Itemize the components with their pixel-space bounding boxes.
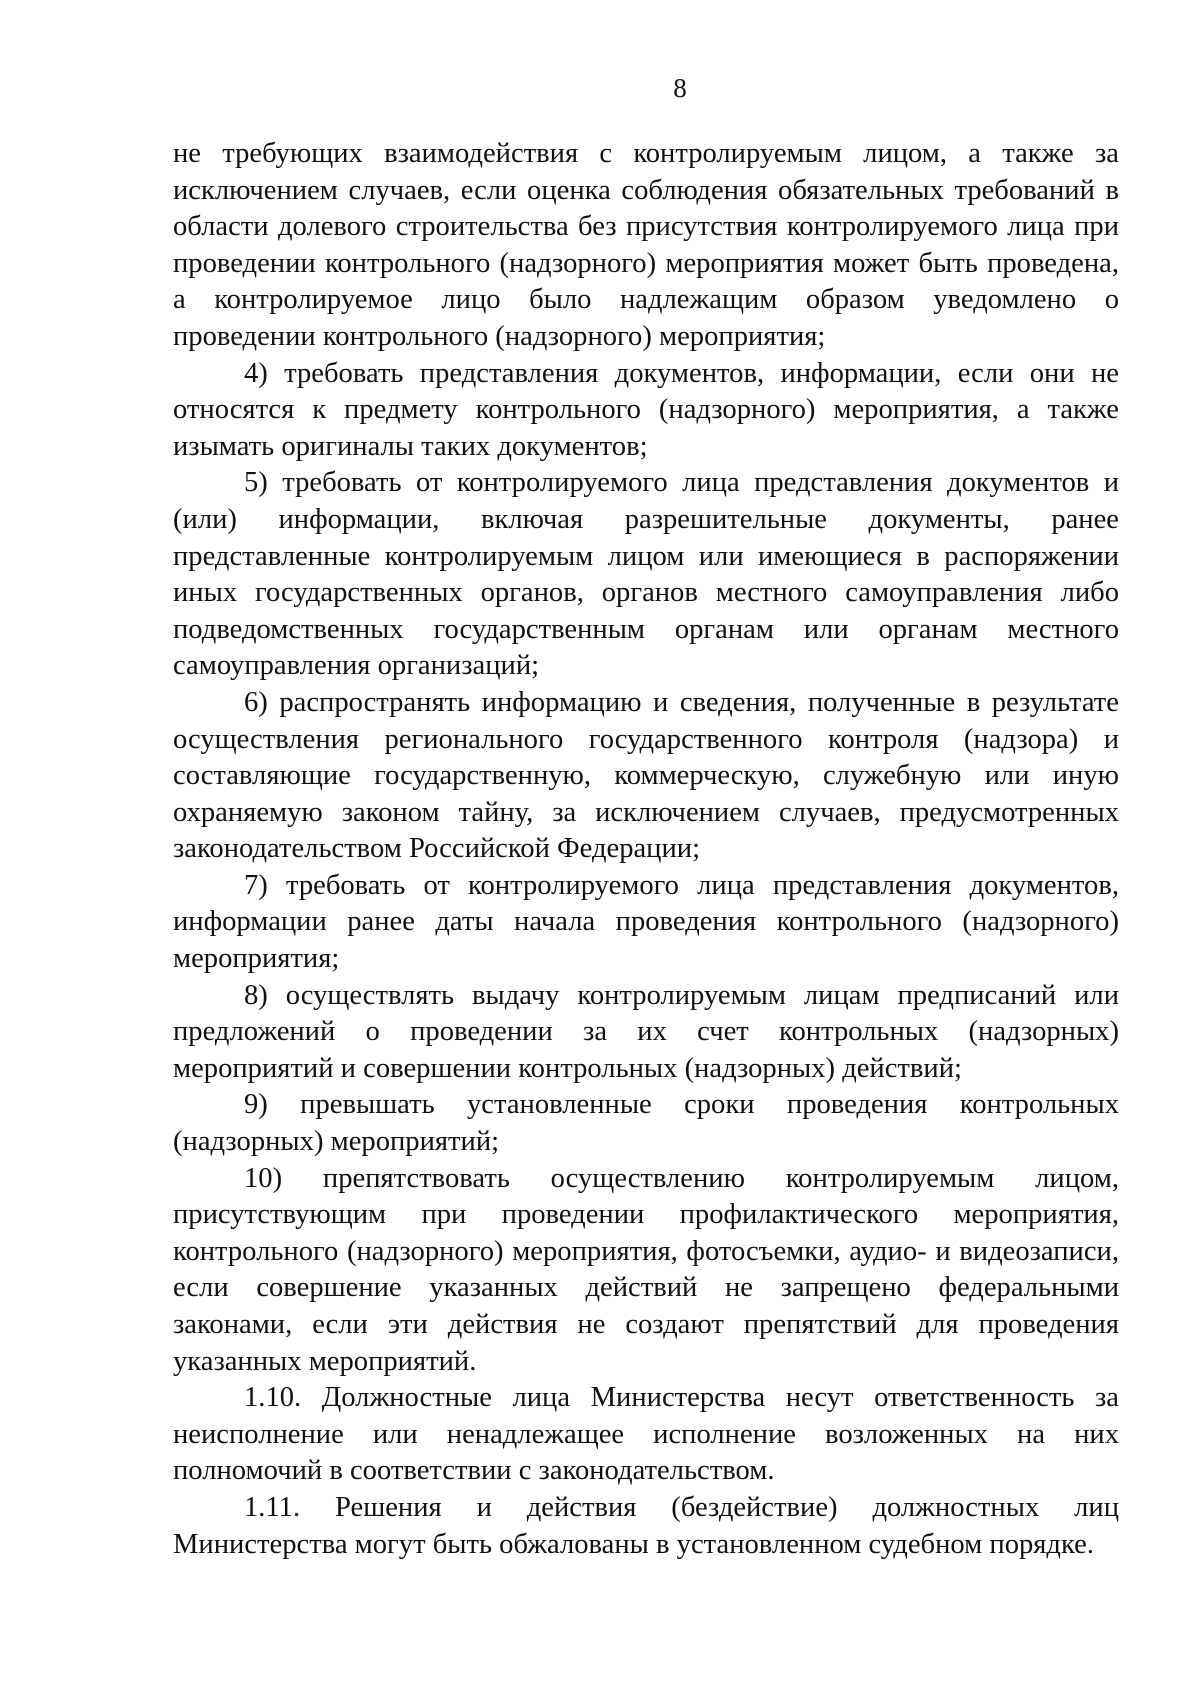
paragraph-item-9: 9) превышать установленные сроки проведения контрольных (надзорных) мероприятий; [173, 1089, 1119, 1158]
paragraph-item-7: 7) требовать от контролируемого лица представления документов, информации ранее даты начала проведения контрольного (надзорного) мероприятия; [173, 869, 1119, 975]
page-number: 8 [673, 73, 687, 103]
paragraph-item-5: 5) требовать от контролируемого лица представления документов и (или) информации, включая разрешительные документы, ранее представленные контролируемым лицом или имеющиеся в распоряжении иных государственных органов, органов местного самоуправления либо подведомственных государственным органам или органам местного самоуправления организаций; [173, 467, 1119, 682]
paragraph-item-6: 6) распространять информацию и сведения, полученные в результате осуществления регионального государственного контроля (надзора) и составляющие государственную, коммерческую, служебную или иную охраняемую законом тайну, за исключением случаев, предусмотренных законодательством Российской Федерации; [173, 686, 1119, 865]
paragraph-section-1-10: 1.10. Должностные лица Министерства несут ответственность за неисполнение или ненадлежащее исполнение возложенных на них полномочий в соответствии с законодательством. [173, 1382, 1119, 1487]
document-body [173, 136, 1119, 1563]
paragraph-item-4: 4) требовать представления документов, информации, если они не относятся к предмету контрольного (надзорного) мероприятия, а также изымать оригиналы таких документов; [173, 357, 1119, 462]
paragraph-continuation: не требующих взаимодействия с контролируемым лицом, а также за исключением случаев, если оценка соблюдения обязательных требований в области долевого строительства без присутствия контролируемого лица при проведении контрольного (надзорного) мероприятия может быть проведена, а контролируемое лицо было надлежащим образом уведомлено о проведении контрольного (надзорного) мероприятия; [173, 138, 1119, 352]
paragraph-section-1-11: 1.11. Решения и действия (бездействие) должностных лиц Министерства могут быть обжалованы в установленном судебном порядке. [173, 1491, 1119, 1560]
paragraph-item-8: 8) осуществлять выдачу контролируемым лицам предписаний или предложений о проведении за их счет контрольных (надзорных) мероприятий и совершении контрольных (надзорных) действий; [173, 979, 1119, 1084]
paragraph-item-10: 10) препятствовать осуществлению контролируемым лицом, присутствующим при проведении профилактического мероприятия, контрольного (надзорного) мероприятия, фотосъемки, аудио- и видеозаписи, если совершение указанных действий не запрещено федеральными законами, если эти действия не создают препятствий для проведения указанных мероприятий. [173, 1162, 1119, 1377]
